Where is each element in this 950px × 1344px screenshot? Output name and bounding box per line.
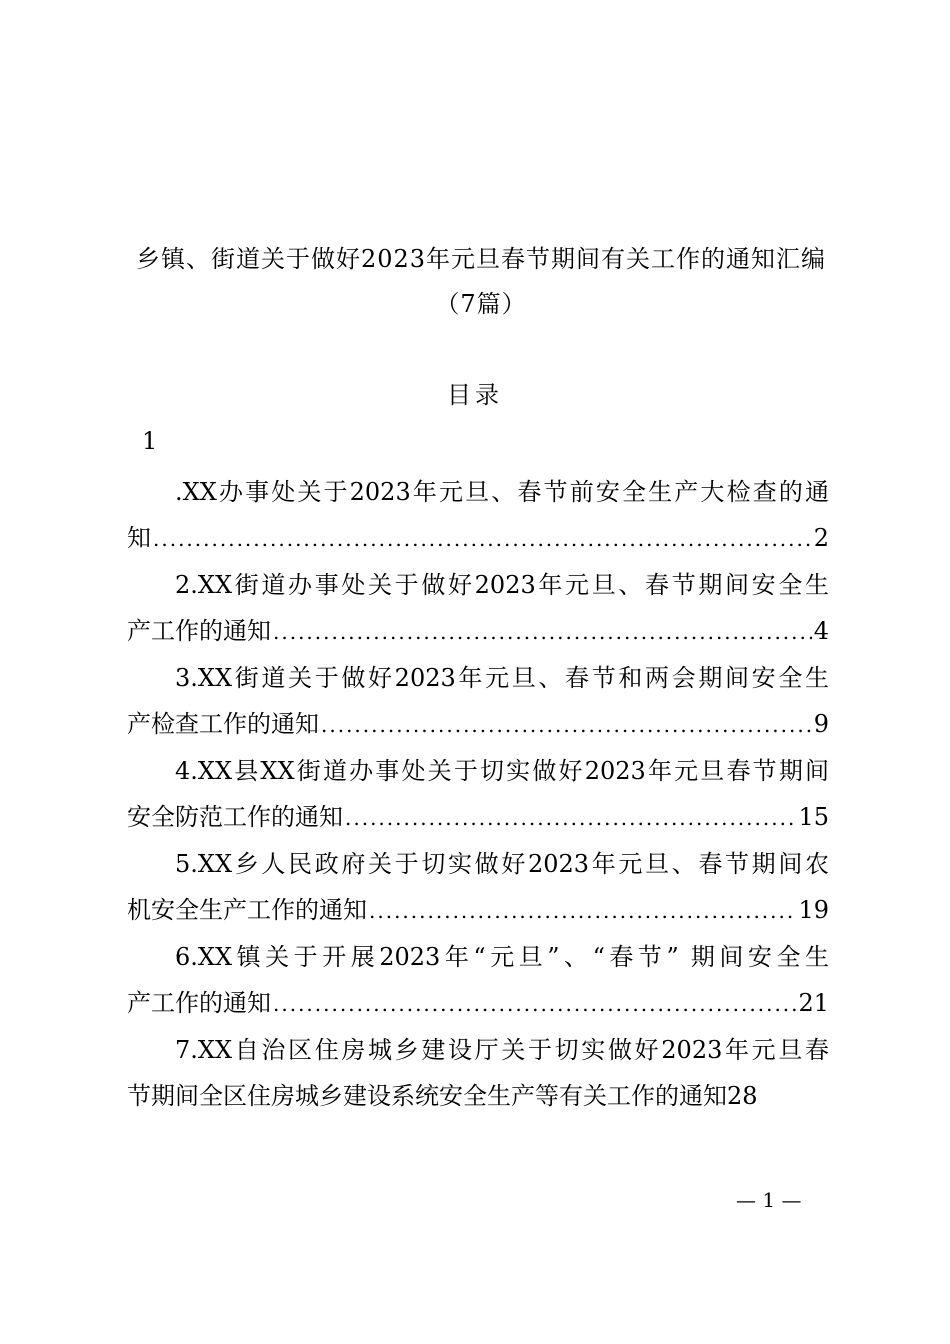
toc-entry-continuation [127, 611, 829, 657]
toc-entry-title-rest: 产工作的通知 [127, 617, 271, 645]
toc-entry-title-rest: 节期间全区住房城乡建设系统安全生产等有关工作的通知 [127, 1082, 727, 1110]
page-number-footer: — 1 — [736, 1188, 802, 1212]
toc-page-number: 2 [813, 524, 829, 552]
toc-entry-title: 3.XX街道关于做好2023年元旦、春节和两会期间安全生 [175, 664, 829, 692]
toc-entry-title-rest: 产检查工作的通知 [127, 710, 319, 738]
toc-entry-title-rest: 安全防范工作的通知 [127, 803, 343, 831]
toc-entry-title: 4.XX县XX街道办事处关于切实做好2023年元旦春节期间 [175, 757, 829, 785]
toc-page-number: 21 [798, 989, 829, 1017]
dot-leader [369, 891, 796, 931]
toc-entry-3[interactable] [127, 658, 829, 751]
toc-entry-continuation [127, 704, 829, 750]
document-subtitle: （7篇） [435, 290, 527, 318]
toc-page-number: 4 [813, 617, 829, 645]
toc-entry-continuation [127, 983, 829, 1029]
dot-leader [153, 519, 812, 559]
toc-entry-title-rest: 产工作的通知 [127, 989, 271, 1017]
toc-page-number: 28 [727, 1082, 758, 1110]
toc-entry-continuation [127, 1076, 829, 1122]
toc-entry-continuation [127, 797, 829, 843]
document-title: 乡镇、街道关于做好2023年元旦春节期间有关工作的通知汇编 [135, 245, 827, 273]
toc-entry-title: .XX办事处关于2023年元旦、春节前安全生产大检查的通 [175, 478, 829, 506]
dot-leader [273, 612, 812, 652]
toc-page-number: 9 [813, 710, 829, 738]
toc-entry-title: 2.XX街道办事处关于做好2023年元旦、春节期间安全生 [175, 571, 829, 599]
toc-entry-title-rest: 知 [127, 524, 151, 552]
toc-heading: 目录 [447, 381, 503, 409]
toc-entry-1[interactable] [127, 472, 829, 565]
dot-leader [273, 984, 796, 1024]
toc-entry-title: 6.XX镇关于开展2023年“元旦”、“春节” 期间安全生 [175, 943, 829, 971]
toc-entry-4[interactable] [127, 751, 829, 844]
toc-stray-number: 1 [142, 427, 158, 455]
toc-entry-title: 7.XX自治区住房城乡建设厅关于切实做好2023年元旦春 [175, 1036, 829, 1064]
toc-entry-2[interactable] [127, 565, 829, 658]
toc-entry-continuation [127, 518, 829, 564]
toc-entry-6[interactable] [127, 937, 829, 1030]
toc-page-number: 15 [798, 803, 829, 831]
toc-entry-title: 5.XX乡人民政府关于切实做好2023年元旦、春节期间农 [175, 850, 829, 878]
toc-entry-7[interactable] [127, 1030, 829, 1123]
dot-leader [321, 705, 812, 745]
toc-entry-title-rest: 机安全生产工作的通知 [127, 896, 367, 924]
toc-entry-5[interactable] [127, 844, 829, 937]
table-of-contents [127, 472, 829, 1123]
toc-page-number: 19 [798, 896, 829, 924]
toc-entry-continuation [127, 890, 829, 936]
dot-leader [345, 798, 796, 838]
